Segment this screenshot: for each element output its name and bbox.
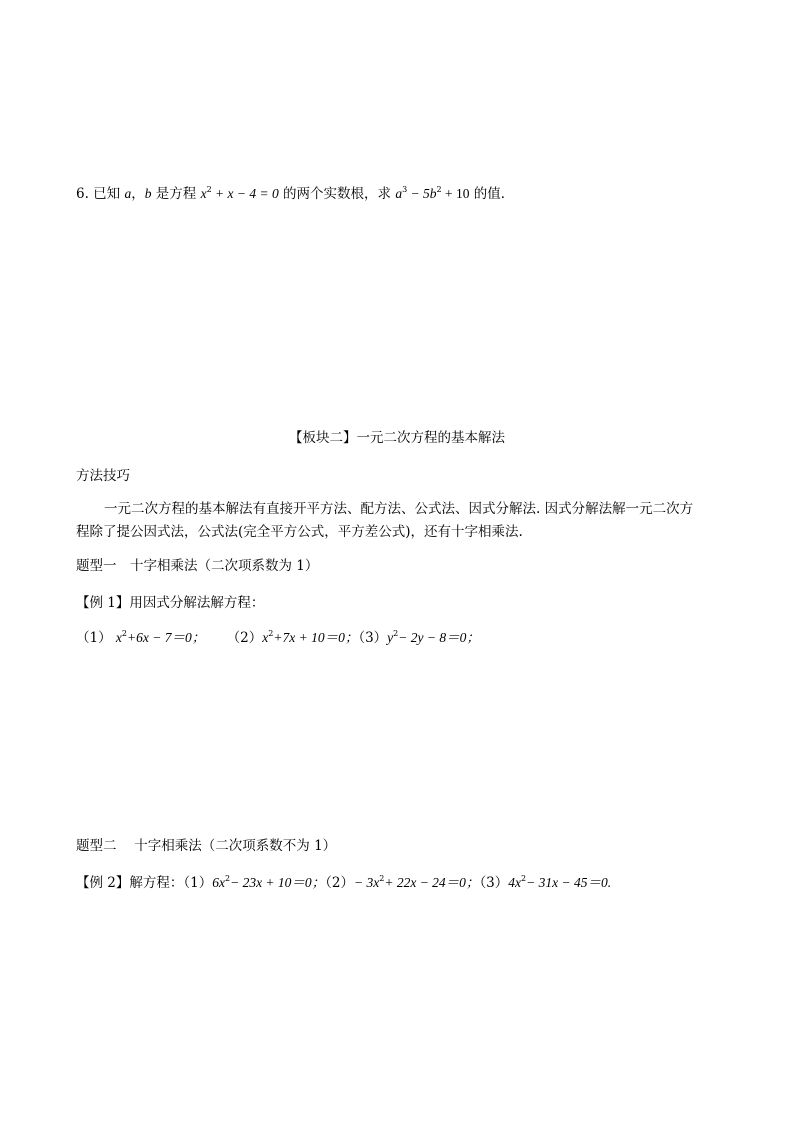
ex2-item1-num: （1）: [183, 875, 213, 891]
sup-2d: 2: [268, 629, 274, 638]
eq-x: x: [200, 186, 207, 201]
q6-mid: 是方程: [151, 186, 201, 202]
sup-2: 2: [206, 185, 212, 194]
sup-2c: 2: [121, 629, 127, 638]
ex1-item1-var: x: [115, 630, 122, 645]
ex1-item1-tail: +6x − 7＝0；: [126, 630, 206, 645]
ex1-item3-tail: − 2y − 8＝0；: [398, 630, 480, 645]
sup-2h: 2: [521, 874, 527, 883]
q6-end: 的值．: [469, 186, 515, 202]
method-para-line1: 一元二次方程的基本解法有直接开平方法、配方法、公式法、因式分解法. 因式分解法解一元二次方: [104, 501, 694, 517]
example-1-items: [76, 628, 480, 648]
example-2: [76, 873, 611, 893]
ex2-item2-tail: + 22x − 24＝0；: [384, 875, 480, 890]
q6-after: 的两个实数根，求: [278, 186, 396, 202]
method-heading: 方法技巧: [76, 468, 130, 484]
ex1-item3-num: （3）: [358, 630, 388, 646]
ex1-item2-tail: +7x + 10＝0；: [273, 630, 359, 645]
method-para-line2: 程除了提公因式法，公式法(完全平方公式，平方差公式)，还有十字相乘法.: [76, 524, 523, 540]
ex1-item3-var: y: [387, 630, 394, 645]
ex2-item3-tail: − 31x − 45＝0.: [526, 875, 612, 890]
sup-2f: 2: [224, 874, 231, 883]
ex2-label: 【例 2】: [76, 875, 130, 891]
sup-2b: 2: [436, 185, 442, 194]
ex1-item2-var: x: [262, 630, 269, 645]
sup-3: 3: [402, 185, 408, 194]
expr-a: a: [395, 186, 403, 201]
ex2-item2-var: − 3x: [354, 875, 380, 890]
var-b: b: [144, 186, 152, 201]
ex1-item1-num: （1）: [76, 630, 112, 646]
sup-2e: 2: [393, 629, 399, 638]
ex2-item1-tail: − 23x + 10＝0；: [230, 875, 326, 890]
q6-prefix: 6. 已知: [76, 186, 125, 202]
ex1-text: 用因式分解法解方程：: [129, 595, 265, 611]
ex1-item2-num: （2）: [226, 630, 263, 646]
ex1-label: 【例 1】: [76, 595, 130, 611]
ex2-text: 解方程：: [129, 875, 184, 891]
eq-tail: + x − 4 = 0: [211, 186, 279, 201]
expr-tail: + 10: [441, 186, 470, 201]
ex2-item3-var: 4x: [508, 875, 522, 890]
ex2-item3-num: （3）: [479, 875, 509, 891]
question-6: [76, 184, 514, 204]
var-a: a: [124, 186, 132, 201]
ex2-item1-var: 6x: [212, 875, 225, 890]
type1-title: 题型一 十字相乘法（二次项系数为 1）: [76, 558, 319, 574]
section-title: 【板块二】一元二次方程的基本解法: [289, 430, 505, 446]
ex2-item2-num: （2）: [325, 875, 355, 891]
example-1: [76, 593, 264, 613]
expr-mid: − 5b: [407, 186, 437, 201]
type2-title: 题型二 十字相乘法（二次项系数不为 1）: [76, 838, 337, 854]
sup-2g: 2: [379, 874, 385, 883]
q6-sep: ，: [131, 186, 145, 202]
